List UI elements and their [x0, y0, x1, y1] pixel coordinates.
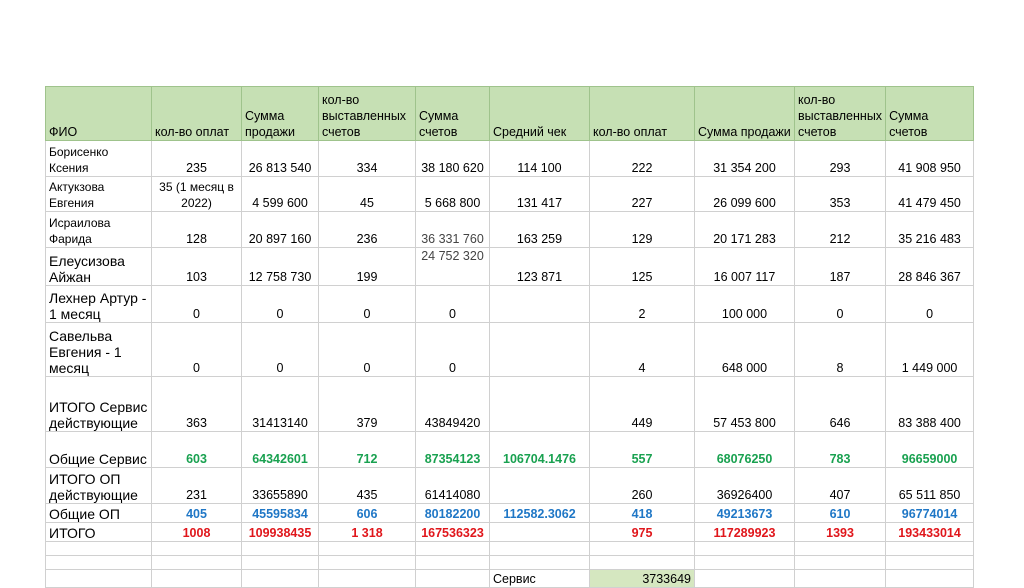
cell: 712: [319, 432, 416, 468]
row-name: Актукзова Евгения: [46, 177, 152, 212]
cell: 68076250: [695, 432, 795, 468]
cell: 106704.1476: [490, 432, 590, 468]
cell: 80182200: [416, 504, 490, 523]
cell: 128: [152, 212, 242, 248]
header-sales-sum: Сумма продажи: [242, 87, 319, 141]
header-payments: кол-во оплат: [152, 87, 242, 141]
cell: 5 668 800: [416, 177, 490, 212]
cell: 0: [319, 323, 416, 377]
cell: 1008: [152, 523, 242, 542]
cell: 36926400: [695, 468, 795, 504]
total-row: [46, 468, 974, 504]
cell: 648 000: [695, 323, 795, 377]
row-name: Елеусизова Айжан: [46, 248, 152, 286]
cell: 96659000: [886, 432, 974, 468]
cell: 379: [319, 377, 416, 432]
cell: 363: [152, 377, 242, 432]
table-row: [46, 141, 974, 177]
cell: 57 453 800: [695, 377, 795, 432]
cell: 45595834: [242, 504, 319, 523]
cell: 20 171 283: [695, 212, 795, 248]
cell: 231: [152, 468, 242, 504]
cell: 4 599 600: [242, 177, 319, 212]
cell: 0: [152, 323, 242, 377]
cell: 1 318: [319, 523, 416, 542]
cell: [490, 468, 590, 504]
cell: 117289923: [695, 523, 795, 542]
table-row: [46, 286, 974, 323]
cell: 0: [152, 286, 242, 323]
service-label: Сервис: [490, 570, 590, 588]
cell: 783: [795, 432, 886, 468]
cell: 1393: [795, 523, 886, 542]
cell: 114 100: [490, 141, 590, 177]
header-invoices-count-2: кол-во выставленных счетов: [795, 87, 886, 141]
cell: 109938435: [242, 523, 319, 542]
header-invoices-sum-2: Сумма счетов: [886, 87, 974, 141]
cell: 100 000: [695, 286, 795, 323]
header-row: [46, 87, 974, 141]
cell: [490, 323, 590, 377]
cell: 26 813 540: [242, 141, 319, 177]
cell: 610: [795, 504, 886, 523]
service-value: 3733649: [590, 570, 695, 588]
table-row: [46, 323, 974, 377]
cell: 8: [795, 323, 886, 377]
cell: 28 846 367: [886, 248, 974, 286]
cell: 975: [590, 523, 695, 542]
cell: 260: [590, 468, 695, 504]
cell: 36 331 760: [416, 212, 490, 248]
cell: [490, 377, 590, 432]
cell: [490, 523, 590, 542]
cell: 16 007 117: [695, 248, 795, 286]
cell: 407: [795, 468, 886, 504]
cell: 353: [795, 177, 886, 212]
cell: 35 (1 месяц в 2022): [152, 177, 242, 212]
header-invoices-count: кол-во выставленных счетов: [319, 87, 416, 141]
cell: 222: [590, 141, 695, 177]
cell: 87354123: [416, 432, 490, 468]
header-invoices-sum: Сумма счетов: [416, 87, 490, 141]
cell: 64342601: [242, 432, 319, 468]
empty-row: [46, 542, 974, 556]
cell: 125: [590, 248, 695, 286]
cell: 0: [242, 323, 319, 377]
cell: 112582.3062: [490, 504, 590, 523]
table-row: [46, 212, 974, 248]
cell: 12 758 730: [242, 248, 319, 286]
row-name: Борисенко Ксения: [46, 141, 152, 177]
cell: 43849420: [416, 377, 490, 432]
row-name: Общие ОП: [46, 504, 152, 523]
cell: 129: [590, 212, 695, 248]
cell: 212: [795, 212, 886, 248]
cell: 24 752 320: [416, 248, 490, 286]
cell: 31 354 200: [695, 141, 795, 177]
cell: 227: [590, 177, 695, 212]
cell: 236: [319, 212, 416, 248]
cell: 61414080: [416, 468, 490, 504]
cell: 31413140: [242, 377, 319, 432]
cell: 2: [590, 286, 695, 323]
header-name: ФИО: [46, 87, 152, 141]
cell: 557: [590, 432, 695, 468]
row-name: ИТОГО: [46, 523, 152, 542]
cell: 65 511 850: [886, 468, 974, 504]
cell: 0: [416, 323, 490, 377]
cell: 0: [416, 286, 490, 323]
cell: 1 449 000: [886, 323, 974, 377]
spreadsheet-table: [45, 86, 974, 588]
cell: 20 897 160: [242, 212, 319, 248]
cell: 0: [242, 286, 319, 323]
cell: 405: [152, 504, 242, 523]
cell: 418: [590, 504, 695, 523]
cell: 131 417: [490, 177, 590, 212]
header-average-check: Средний чек: [490, 87, 590, 141]
row-name: Общие Сервис: [46, 432, 152, 468]
cell: 606: [319, 504, 416, 523]
cell: 103: [152, 248, 242, 286]
cell: 435: [319, 468, 416, 504]
cell: 603: [152, 432, 242, 468]
cell: 334: [319, 141, 416, 177]
cell: 96774014: [886, 504, 974, 523]
cell: 41 479 450: [886, 177, 974, 212]
cell: 199: [319, 248, 416, 286]
table-row: [46, 248, 974, 286]
cell: 26 099 600: [695, 177, 795, 212]
row-name: ИТОГО Сервис действующие: [46, 377, 152, 432]
total-row: [46, 377, 974, 432]
table-row: [46, 177, 974, 212]
total-row: [46, 504, 974, 523]
cell: 193433014: [886, 523, 974, 542]
header-payments-2: кол-во оплат: [590, 87, 695, 141]
cell: [490, 286, 590, 323]
cell: 35 216 483: [886, 212, 974, 248]
cell: 33655890: [242, 468, 319, 504]
cell: 38 180 620: [416, 141, 490, 177]
cell: 45: [319, 177, 416, 212]
cell: 449: [590, 377, 695, 432]
service-summary-row: [46, 570, 974, 588]
header-sales-sum-2: Сумма продажи: [695, 87, 795, 141]
cell: 163 259: [490, 212, 590, 248]
cell: 235: [152, 141, 242, 177]
cell: 0: [795, 286, 886, 323]
empty-row: [46, 556, 974, 570]
cell: 646: [795, 377, 886, 432]
total-row: [46, 432, 974, 468]
cell: 49213673: [695, 504, 795, 523]
total-row: [46, 523, 974, 542]
cell: 0: [319, 286, 416, 323]
row-name: Исраилова Фарида: [46, 212, 152, 248]
cell: 83 388 400: [886, 377, 974, 432]
row-name: Савельва Евгения - 1 месяц: [46, 323, 152, 377]
cell: 0: [886, 286, 974, 323]
cell: 167536323: [416, 523, 490, 542]
cell: 123 871: [490, 248, 590, 286]
cell: 187: [795, 248, 886, 286]
row-name: ИТОГО ОП действующие: [46, 468, 152, 504]
row-name: Лехнер Артур - 1 месяц: [46, 286, 152, 323]
cell: 41 908 950: [886, 141, 974, 177]
cell: 4: [590, 323, 695, 377]
cell: 293: [795, 141, 886, 177]
